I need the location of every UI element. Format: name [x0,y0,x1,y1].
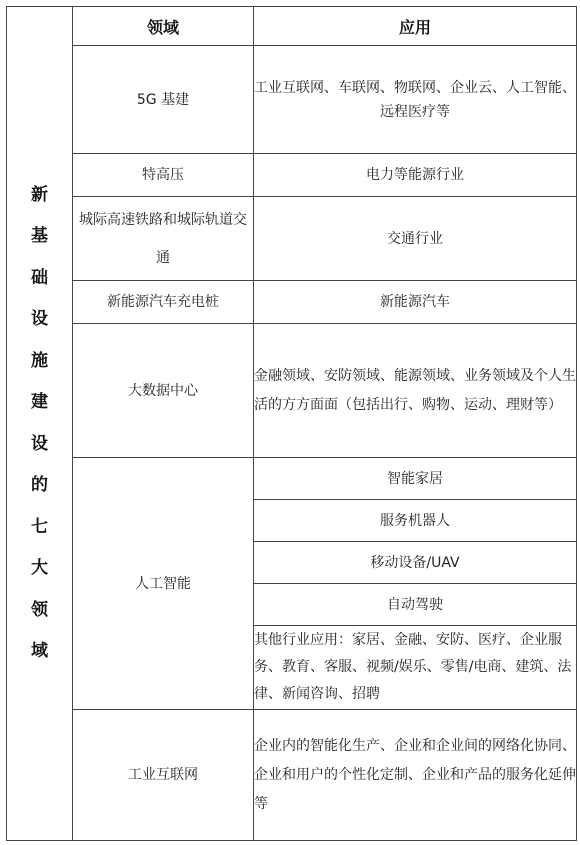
application-cell: 电力等能源行业 [254,154,577,197]
application-cell: 服务机器人 [254,500,577,542]
application-cell: 交通行业 [254,197,577,281]
application-cell: 金融领域、安防领域、能源领域、业务领域及个人生活的方方面面（包括出行、购物、运动、理财等） [254,324,577,458]
table-row [7,197,577,281]
domain-cell: 人工智能 [73,458,254,710]
application-cell: 企业内的智能化生产、企业和企业间的网络化协同、企业和用户的个性化定制、企业和产品的服务化延伸等 [254,710,577,841]
domain-cell: 大数据中心 [73,324,254,458]
header-application: 应用 [254,7,577,46]
header-domain: 领域 [73,7,254,46]
table-row [7,281,577,324]
seven-domains-table [6,6,577,841]
table-row [7,710,577,841]
application-cell: 移动设备/UAV [254,542,577,584]
application-cell: 工业互联网、车联网、物联网、企业云、人工智能、远程医疗等 [254,46,577,154]
table-row [7,324,577,458]
domain-cell: 新能源汽车充电桩 [73,281,254,324]
side-title: 新 基 础 设 施 建 设 的 七 大 领 域 [31,184,48,661]
application-cell: 自动驾驶 [254,584,577,626]
domain-cell: 工业互联网 [73,710,254,841]
domain-cell: 5G 基建 [73,46,254,154]
domain-cell: 特高压 [73,154,254,197]
application-cell: 智能家居 [254,458,577,500]
application-cell: 其他行业应用：家居、金融、安防、医疗、企业服务、教育、客服、视频/娱乐、零售/电商、建筑、法律、新闻咨询、招聘 [254,626,577,710]
table-row [7,154,577,197]
side-title-cell [7,7,73,841]
domain-cell: 城际高速铁路和城际轨道交通 [73,197,254,281]
table-row [7,458,577,500]
table-row [7,46,577,154]
application-cell: 新能源汽车 [254,281,577,324]
